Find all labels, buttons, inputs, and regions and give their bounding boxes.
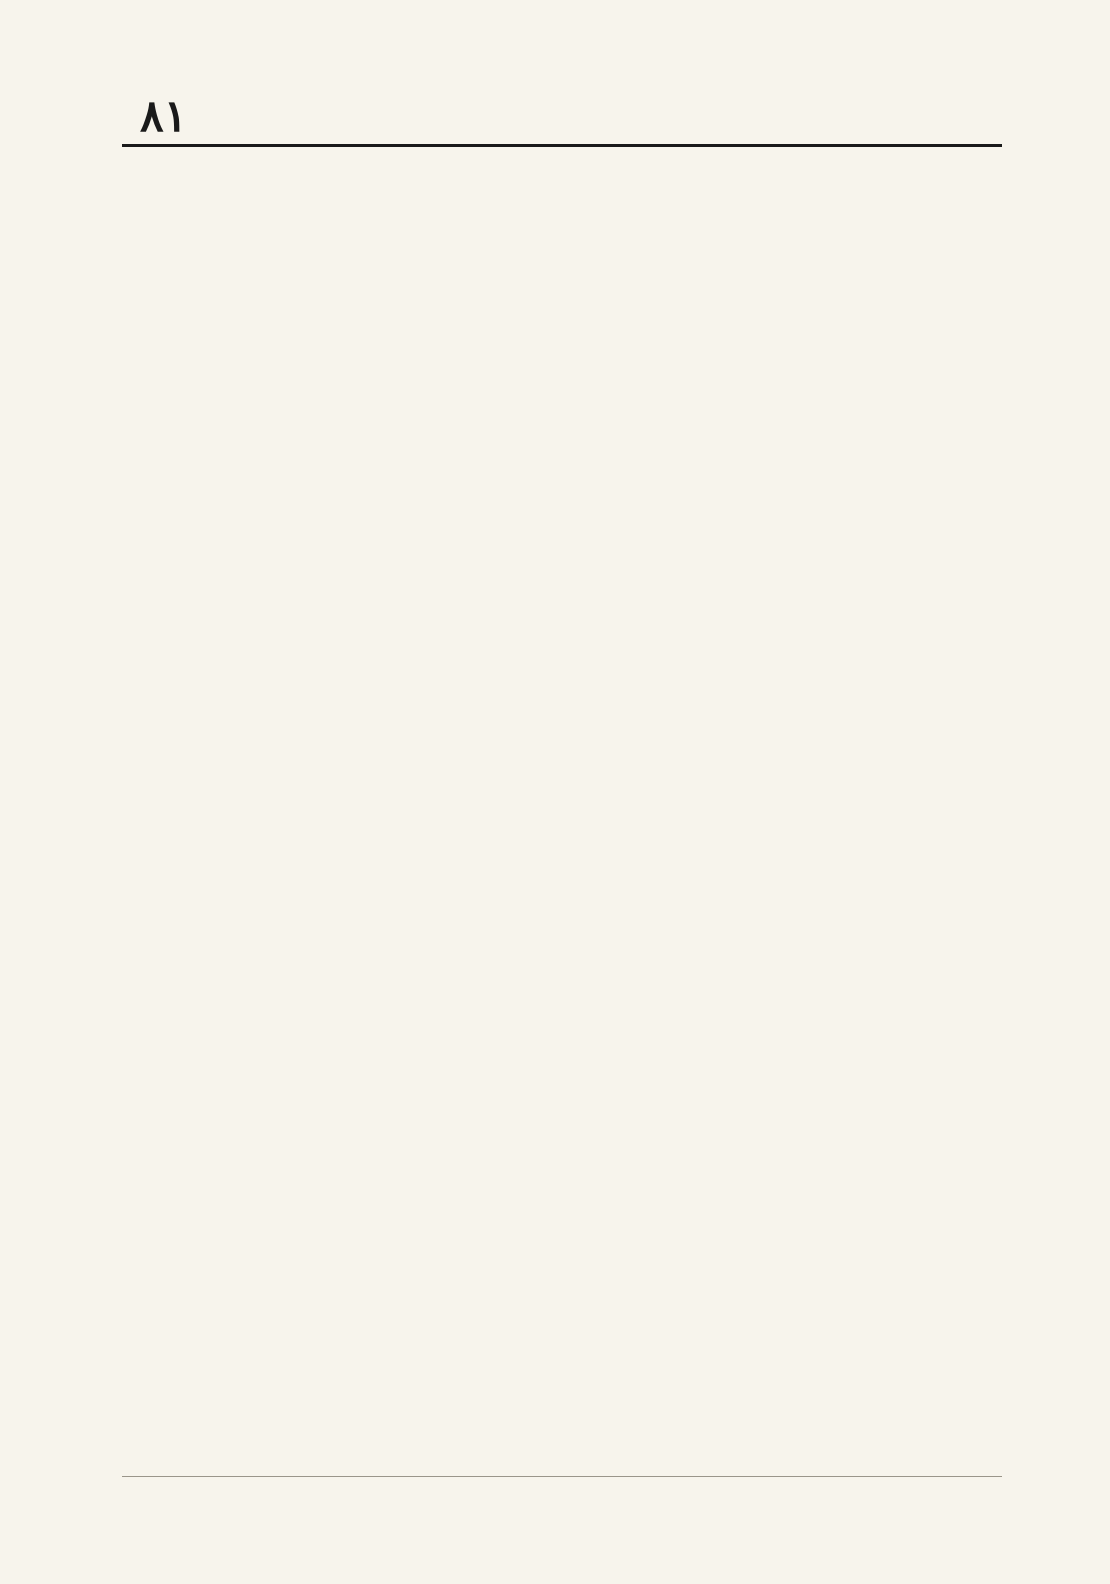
footer-rule (122, 1476, 1002, 1477)
page-number: ٨١ (140, 91, 188, 142)
header-rule (122, 144, 1002, 147)
body-text (122, 160, 1002, 1420)
